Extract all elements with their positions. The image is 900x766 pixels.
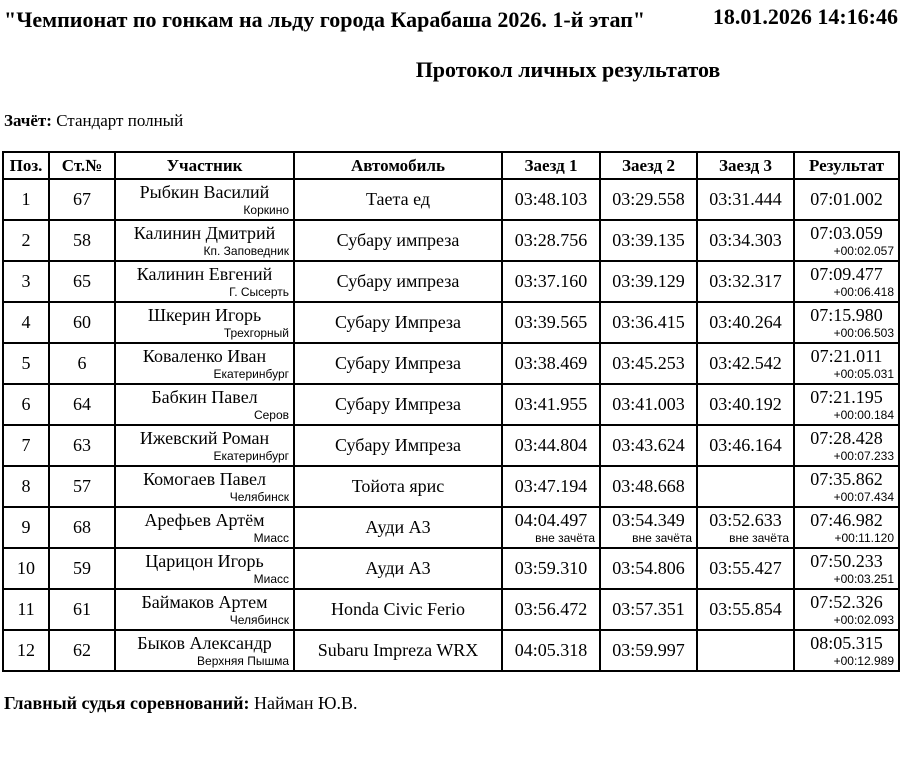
participant-cell [115, 466, 294, 507]
heat-time: 03:54.806 [612, 558, 685, 578]
heat-time: 03:46.164 [709, 435, 782, 455]
car-cell: Субару Импреза [294, 302, 502, 343]
result-cell [794, 466, 899, 507]
heat-2-cell [600, 507, 697, 548]
protocol-subtitle: Протокол личных результатов [415, 57, 721, 82]
car-cell: Субару импреза [294, 261, 502, 302]
result-time: 07:46.982 [810, 510, 883, 530]
heat-time: 03:45.253 [612, 353, 685, 373]
result-gap: +00:06.418 [833, 285, 894, 299]
table-row [3, 179, 899, 220]
heat-3-cell [697, 630, 794, 671]
heat-time: 03:59.310 [514, 558, 588, 578]
start-number-cell: 62 [49, 630, 115, 671]
participant-city: Кп. Заповедник [203, 244, 289, 258]
page-header [2, 4, 898, 33]
heat-3-cell [697, 343, 794, 384]
start-number-cell: 59 [49, 548, 115, 589]
start-number-cell: 63 [49, 425, 115, 466]
column-header-participant: Участник [115, 152, 294, 179]
heat-time: 03:28.756 [514, 230, 588, 250]
participant-name: Арефьев Артём [144, 510, 265, 530]
participant-cell [115, 630, 294, 671]
position-cell: 3 [3, 261, 49, 302]
heat-time: 03:48.668 [612, 476, 685, 496]
column-header-result: Результат [794, 152, 899, 179]
participant-city: Миасс [253, 572, 289, 586]
result-cell [794, 220, 899, 261]
column-header-heat-2: Заезд 2 [600, 152, 697, 179]
participant-cell [115, 261, 294, 302]
heat-time: 03:39.565 [514, 312, 588, 332]
result-gap: +00:06.503 [833, 326, 894, 340]
participant-cell [115, 548, 294, 589]
participant-name: Коваленко Иван [142, 346, 267, 366]
result-time: 07:21.195 [810, 387, 883, 407]
heat-1-cell [502, 384, 600, 425]
header-row [3, 152, 899, 179]
heat-time: 03:32.317 [709, 271, 782, 291]
chief-judge-line [4, 693, 898, 714]
heat-time: 03:37.160 [514, 271, 588, 291]
heat-time: 03:41.955 [514, 394, 588, 414]
result-time: 07:52.326 [810, 592, 883, 612]
result-cell [794, 425, 899, 466]
result-cell [794, 548, 899, 589]
heat-3-cell [697, 507, 794, 548]
heat-time: 03:47.194 [514, 476, 588, 496]
participant-city: Екатеринбург [213, 449, 289, 463]
position-cell: 6 [3, 384, 49, 425]
car-cell: Subaru Impreza WRX [294, 630, 502, 671]
result-gap: +00:07.434 [833, 490, 894, 504]
heat-1-cell [502, 343, 600, 384]
position-cell: 11 [3, 589, 49, 630]
position-cell: 12 [3, 630, 49, 671]
heat-1-cell [502, 630, 600, 671]
participant-city: Екатеринбург [213, 367, 289, 381]
result-gap: +00:03.251 [833, 572, 894, 586]
heat-1-cell [502, 425, 600, 466]
heat-time: 03:40.264 [709, 312, 782, 332]
heat-time: 03:59.997 [612, 640, 685, 660]
heat-2-cell [600, 302, 697, 343]
heat-time: 03:29.558 [612, 189, 685, 209]
start-number-cell: 68 [49, 507, 115, 548]
participant-city: Г. Сысерть [229, 285, 289, 299]
result-time: 08:05.315 [810, 633, 883, 653]
position-cell: 7 [3, 425, 49, 466]
result-cell [794, 630, 899, 671]
participant-name: Ижевский Роман [139, 428, 270, 448]
heat-time: 03:36.415 [612, 312, 685, 332]
column-header-heat-1: Заезд 1 [502, 152, 600, 179]
heat-time: 03:39.135 [612, 230, 685, 250]
heat-3-cell [697, 261, 794, 302]
participant-name: Рыбкин Василий [139, 182, 270, 202]
participant-name: Комогаев Павел [143, 469, 266, 489]
table-row [3, 220, 899, 261]
heat-time: 03:52.633 [709, 510, 782, 530]
participant-name: Калинин Евгений [136, 264, 273, 284]
heat-1-cell [502, 179, 600, 220]
heat-time: 03:41.003 [612, 394, 685, 414]
participant-cell [115, 507, 294, 548]
heat-2-cell [600, 179, 697, 220]
heat-1-cell [502, 589, 600, 630]
standings-class-line [4, 111, 898, 131]
heat-1-cell [502, 507, 600, 548]
participant-cell [115, 220, 294, 261]
car-cell: Ауди А3 [294, 548, 502, 589]
standings-class-label: Зачёт: [4, 111, 52, 130]
position-cell: 2 [3, 220, 49, 261]
start-number-cell: 64 [49, 384, 115, 425]
heat-2-cell [600, 384, 697, 425]
result-time: 07:01.002 [810, 189, 883, 209]
table-row [3, 548, 899, 589]
column-header-start-number: Ст.№ [49, 152, 115, 179]
participant-cell [115, 302, 294, 343]
table-row [3, 302, 899, 343]
result-time: 07:28.428 [810, 428, 883, 448]
participant-cell [115, 384, 294, 425]
participant-name: Баймаков Артем [141, 592, 268, 612]
participant-city: Миасс [253, 531, 289, 545]
car-cell: Субару импреза [294, 220, 502, 261]
heat-3-cell [697, 220, 794, 261]
start-number-cell: 58 [49, 220, 115, 261]
heat-2-cell [600, 548, 697, 589]
result-cell [794, 343, 899, 384]
result-cell [794, 302, 899, 343]
results-table [2, 151, 900, 672]
position-cell: 4 [3, 302, 49, 343]
column-header-heat-3: Заезд 3 [697, 152, 794, 179]
participant-city: Верхняя Пышма [197, 654, 289, 668]
heat-2-cell [600, 343, 697, 384]
heat-time: 03:55.854 [709, 599, 782, 619]
page-title: "Чемпионат по гонкам на льду города Карабаша 2026. 1-й этап" [4, 7, 646, 32]
participant-cell [115, 589, 294, 630]
car-cell: Honda Civic Ferio [294, 589, 502, 630]
participant-city: Коркино [243, 203, 289, 217]
participant-cell [115, 179, 294, 220]
result-gap: +00:02.057 [833, 244, 894, 258]
participant-cell [115, 425, 294, 466]
participant-name: Быков Александр [137, 633, 272, 653]
table-row [3, 384, 899, 425]
table-row [3, 261, 899, 302]
heat-time: 03:38.469 [514, 353, 588, 373]
heat-time: 03:42.542 [709, 353, 782, 373]
heat-2-cell [600, 589, 697, 630]
participant-cell [115, 343, 294, 384]
chief-judge-label: Главный судья соревнований: [4, 693, 250, 713]
column-header-position: Поз. [3, 152, 49, 179]
result-time: 07:35.862 [810, 469, 883, 489]
heat-1-cell [502, 466, 600, 507]
result-time: 07:50.233 [810, 551, 883, 571]
heat-time: 03:39.129 [612, 271, 685, 291]
result-gap: +00:00.184 [833, 408, 894, 422]
heat-time: 03:31.444 [709, 189, 782, 209]
start-number-cell: 57 [49, 466, 115, 507]
table-row [3, 589, 899, 630]
heat-note: вне зачёта [535, 531, 595, 545]
participant-name: Шкерин Игорь [147, 305, 262, 325]
heat-3-cell [697, 384, 794, 425]
standings-class-value: Стандарт полный [56, 111, 184, 130]
participant-name: Бабкин Павел [151, 387, 258, 407]
start-number-cell: 6 [49, 343, 115, 384]
heat-1-cell [502, 302, 600, 343]
start-number-cell: 65 [49, 261, 115, 302]
car-cell: Субару Импреза [294, 384, 502, 425]
table-row [3, 343, 899, 384]
heat-2-cell [600, 425, 697, 466]
result-gap: +00:02.093 [833, 613, 894, 627]
heat-time: 04:04.497 [514, 510, 588, 530]
heat-note: вне зачёта [632, 531, 692, 545]
heat-time: 03:43.624 [612, 435, 685, 455]
result-cell [794, 507, 899, 548]
result-time: 07:09.477 [810, 264, 883, 284]
car-cell: Ауди А3 [294, 507, 502, 548]
heat-3-cell [697, 548, 794, 589]
participant-name: Калинин Дмитрий [133, 223, 276, 243]
heat-time: 03:57.351 [612, 599, 685, 619]
result-cell [794, 179, 899, 220]
car-cell: Субару Импреза [294, 343, 502, 384]
start-number-cell: 60 [49, 302, 115, 343]
chief-judge-name: Найман Ю.В. [253, 693, 358, 713]
car-cell: Субару Импреза [294, 425, 502, 466]
heat-3-cell [697, 302, 794, 343]
heat-1-cell [502, 220, 600, 261]
position-cell: 8 [3, 466, 49, 507]
result-gap: +00:11.120 [834, 531, 894, 545]
result-gap: +00:05.031 [833, 367, 894, 381]
start-number-cell: 67 [49, 179, 115, 220]
print-datetime: 18.01.2026 14:16:46 [712, 4, 898, 29]
heat-time: 03:48.103 [514, 189, 588, 209]
heat-3-cell [697, 425, 794, 466]
heat-time: 03:56.472 [514, 599, 588, 619]
heat-2-cell [600, 220, 697, 261]
result-time: 07:15.980 [810, 305, 883, 325]
result-cell [794, 384, 899, 425]
start-number-cell: 61 [49, 589, 115, 630]
heat-3-cell [697, 179, 794, 220]
results-table-body [3, 179, 899, 671]
heat-2-cell [600, 630, 697, 671]
table-row [3, 630, 899, 671]
position-cell: 5 [3, 343, 49, 384]
heat-time: 03:34.303 [709, 230, 782, 250]
heat-1-cell [502, 548, 600, 589]
participant-city: Челябинск [229, 613, 289, 627]
heat-note: вне зачёта [729, 531, 789, 545]
heat-time: 03:55.427 [709, 558, 782, 578]
heat-3-cell [697, 589, 794, 630]
position-cell: 9 [3, 507, 49, 548]
table-row [3, 507, 899, 548]
participant-city: Челябинск [229, 490, 289, 504]
heat-time: 03:54.349 [612, 510, 685, 530]
result-cell [794, 589, 899, 630]
heat-time: 03:40.192 [709, 394, 782, 414]
participant-name: Царицон Игорь [145, 551, 264, 571]
results-table-header [3, 152, 899, 179]
position-cell: 1 [3, 179, 49, 220]
result-cell [794, 261, 899, 302]
car-cell: Таета ед [294, 179, 502, 220]
participant-city: Серов [253, 408, 289, 422]
result-time: 07:03.059 [810, 223, 883, 243]
heat-time: 03:44.804 [514, 435, 588, 455]
heat-3-cell [697, 466, 794, 507]
car-cell: Тойота ярис [294, 466, 502, 507]
heat-2-cell [600, 466, 697, 507]
table-row [3, 425, 899, 466]
heat-1-cell [502, 261, 600, 302]
table-row [3, 466, 899, 507]
result-gap: +00:12.989 [833, 654, 894, 668]
participant-city: Трехгорный [223, 326, 289, 340]
column-header-car: Автомобиль [294, 152, 502, 179]
result-time: 07:21.011 [810, 346, 883, 366]
result-gap: +00:07.233 [833, 449, 894, 463]
heat-2-cell [600, 261, 697, 302]
position-cell: 10 [3, 548, 49, 589]
heat-time: 04:05.318 [514, 640, 588, 660]
